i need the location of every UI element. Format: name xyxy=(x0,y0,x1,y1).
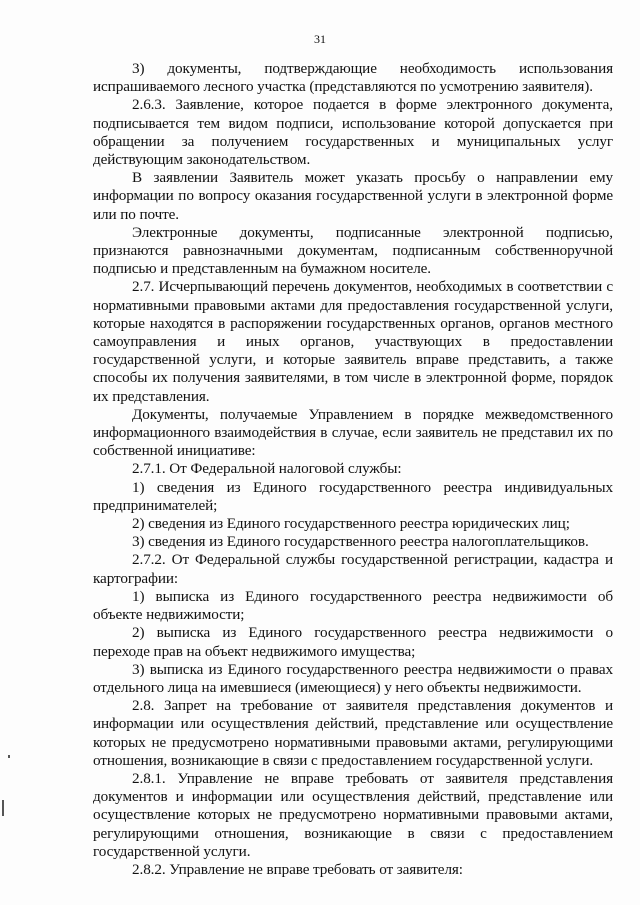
document-body xyxy=(93,60,613,879)
page-number: 31 xyxy=(314,32,326,46)
paragraph: 1) сведения из Единого государственного реестра индивидуальных предпринимателей; xyxy=(93,478,613,514)
paragraph: 2.6.3. Заявление, которое подается в форме электронного документа, подписывается тем видом подписи, использование которой допускается при обращении за получением государственных и муниципальных услуг действующим законодательством. xyxy=(93,96,613,169)
paragraph: 2) сведения из Единого государственного реестра юридических лиц; xyxy=(132,515,570,533)
paragraph: 1) выписка из Единого государственного реестра недвижимости об объекте недвижимости; xyxy=(93,587,613,624)
paragraph: 2.8.2. Управление не вправе требовать от заявителя: xyxy=(132,860,463,878)
paragraph: 2) выписка из Единого государственного реестра недвижимости о переходе прав на объект недвижимого имущества; xyxy=(93,624,613,660)
paragraph: 3) сведения из Единого государственного реестра налогоплательщиков. xyxy=(132,533,589,551)
paragraph: 2.7.2. От Федеральной службы государственной регистрации, кадастра и картографии: xyxy=(93,551,613,587)
paragraph: 2.7. Исчерпывающий перечень документов, необходимых в соответствии с нормативными правовыми актами для предоставления государственной услуги, которые находятся в распоряжении государственных органов, органов местного самоуправления и иных органов, участвующих в предоставлении государственной услуги, и которые заявитель вправе представить, а также способы их получения заявителями, в том числе в электронной форме, порядок их представления. xyxy=(93,278,613,405)
paragraph: В заявлении Заявитель может указать просьбу о направлении ему информации по вопросу оказания государственной услуги в электронной форме или по почте. xyxy=(93,169,613,223)
paragraph: 2.8. Запрет на требование от заявителя представления документов и информации или осуществления действий, представление или осуществление которых не предусмотрено нормативными правовыми актами, регулирующими отношения, возникающие в связи с предоставлением государственной услуги. xyxy=(93,697,613,769)
paragraph: 2.8.1. Управление не вправе требовать от заявителя представления документов и информации или осуществления действий, представление или осуществление которых не предусмотрено нормативными правовыми актами, регулирующими отношения, возникающие в связи с предоставлением государственной услуги. xyxy=(93,769,613,860)
paragraph: Документы, получаемые Управлением в порядке межведомственного информационного взаимодействия в случае, если заявитель не представил их по собственной инициативе: xyxy=(93,405,613,460)
scan-edge-mark xyxy=(2,800,4,816)
paragraph: 3) документы, подтверждающие необходимость использования испрашиваемого лесного участка (представляются по усмотрению заявителя). xyxy=(93,60,613,96)
paragraph: 2.7.1. От Федеральной налоговой службы: xyxy=(132,460,402,478)
paragraph: Электронные документы, подписанные электронной подписью, признаются равнозначными документам, подписанным собственноручной подписью и представленным на бумажном носителе. xyxy=(93,223,613,278)
scan-edge-mark xyxy=(8,755,10,758)
paragraph: 3) выписка из Единого государственного реестра недвижимости о правах отдельного лица на имевшиеся (имеющиеся) у него объекты недвижимости. xyxy=(93,660,613,696)
